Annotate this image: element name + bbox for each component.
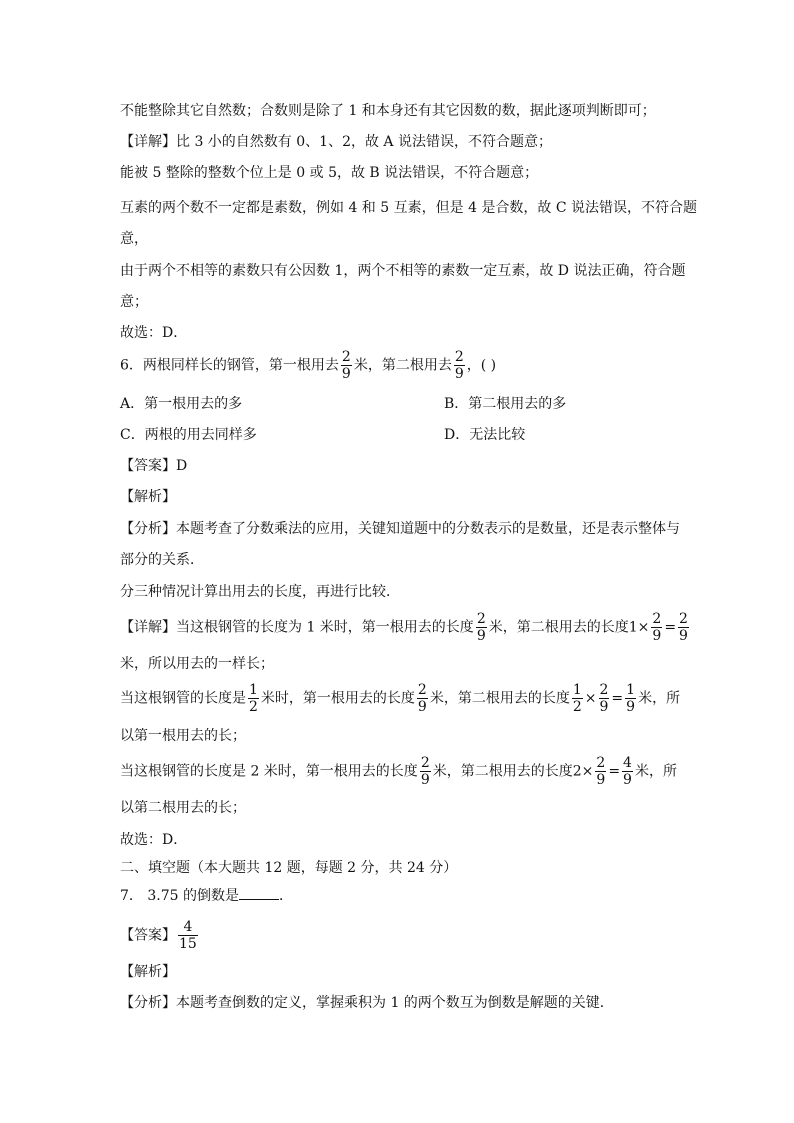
paragraph: 【分析】本题考查了分数乘法的应用，关键知道题中的分数表示的是数量，还是表示整体与 [120, 521, 680, 537]
question-6-stem [120, 350, 496, 381]
paragraph: 意， [120, 231, 148, 247]
paragraph: 能被 5 整除的整数个位上是 0 或 5，故 B 说法错误，不符合题意； [120, 165, 539, 181]
detail-line-3: 当这根钢管的长度是 2 米时，第一根用去的长度 $\frac{2}{9}$ 米，第二根用去的长度2× $\frac{2}{9}$ = $\frac{4}{9}$ 米，所 [120, 755, 677, 788]
question-text: 6．两根同样长的钢管，第一根用去 [120, 357, 339, 374]
paragraph: 由于两个不相等的素数只有公因数 1，两个不相等的素数一定互素，故 D 说法正确，符合题 [120, 263, 686, 279]
section-heading: 二、填空题（本大题共 12 题，每题 2 分，共 24 分） [120, 860, 458, 876]
option-c: C．两根的用去同样多 [120, 427, 257, 443]
detail-line-2: 当这根钢管的长度是 $\frac{1}{2}$ 米时，第一根用去的长度 $\frac{2}{9}$ 米，第二根用去的长度 $\frac{1}{2}$ × $\frac{2}{9}$ = $\frac{1}{9}$ 米，所 [120, 682, 681, 715]
fraction: $\frac{2}{9}$ [652, 611, 662, 644]
paragraph: 故选：D． [120, 832, 188, 848]
paragraph: 意； [120, 294, 148, 310]
paragraph: 部分的关系． [120, 552, 204, 568]
paragraph: 故选：D． [120, 325, 188, 341]
fraction: $\frac{2}{9}$ [679, 611, 688, 644]
paragraph: 不能整除其它自然数；合数则是除了 1 和本身还有其它因数的数，据此逐项判断即可； [120, 103, 656, 119]
fraction: $\frac{2}{9}$ [476, 611, 486, 644]
option-a: A．第一根用去的多 [120, 396, 243, 412]
option-b: B．第二根用去的多 [444, 396, 567, 412]
paragraph: 互素的两个数不一定都是素数，例如 4 和 5 互素，但是 4 是合数，故 C 说法错误，不符合题 [120, 200, 698, 216]
option-d: D．无法比较 [444, 427, 526, 443]
question-text: 米，第二根用去 [353, 357, 452, 374]
analysis-heading: 【解析】 [120, 489, 176, 505]
fraction: $\frac{4}{9}$ [623, 755, 632, 788]
paragraph: 以第二根用去的长； [120, 800, 246, 816]
fraction: $\frac{2}{9}$ [454, 349, 464, 382]
fraction: $\frac{4}{15}$ [179, 919, 197, 952]
paragraph: 以第一根用去的长； [120, 728, 246, 744]
paragraph: 【分析】本题考查倒数的定义，掌握乘积为 1 的两个数互为倒数是解题的关键． [120, 995, 614, 1011]
question-7-stem: 7． 3.75 的倒数是 ． [120, 885, 293, 906]
answer-label: 【答案】D [120, 458, 188, 474]
fraction: $\frac{1}{2}$ [572, 682, 582, 715]
answer-7: 【答案】 $\frac{4}{15}$ [120, 919, 197, 952]
fraction: $\frac{2}{9}$ [420, 755, 430, 788]
fraction: $\frac{2}{9}$ [599, 682, 609, 715]
paragraph: 【详解】比 3 小的自然数有 0、1、2，故 A 说法错误，不符合题意； [120, 134, 552, 150]
fraction: $\frac{2}{9}$ [341, 349, 351, 382]
fraction: $\frac{2}{9}$ [596, 755, 606, 788]
analysis-heading: 【解析】 [120, 964, 176, 980]
answer-blank [239, 885, 279, 900]
paragraph: 分三种情况计算出用去的长度，再进行比较． [120, 584, 400, 600]
question-text: ，( ) [466, 357, 497, 374]
fraction: $\frac{2}{9}$ [417, 682, 427, 715]
detail-line-1: 【详解】当这根钢管的长度为 1 米时，第一根用去的长度 $\frac{2}{9}$ 米，第二根用去的长度1× $\frac{2}{9}$ = $\frac{2}{9}$ [120, 611, 688, 644]
paragraph: 米，所以用去的一样长； [120, 656, 274, 672]
fraction: $\frac{1}{9}$ [626, 682, 636, 715]
fraction: $\frac{1}{2}$ [249, 682, 258, 715]
